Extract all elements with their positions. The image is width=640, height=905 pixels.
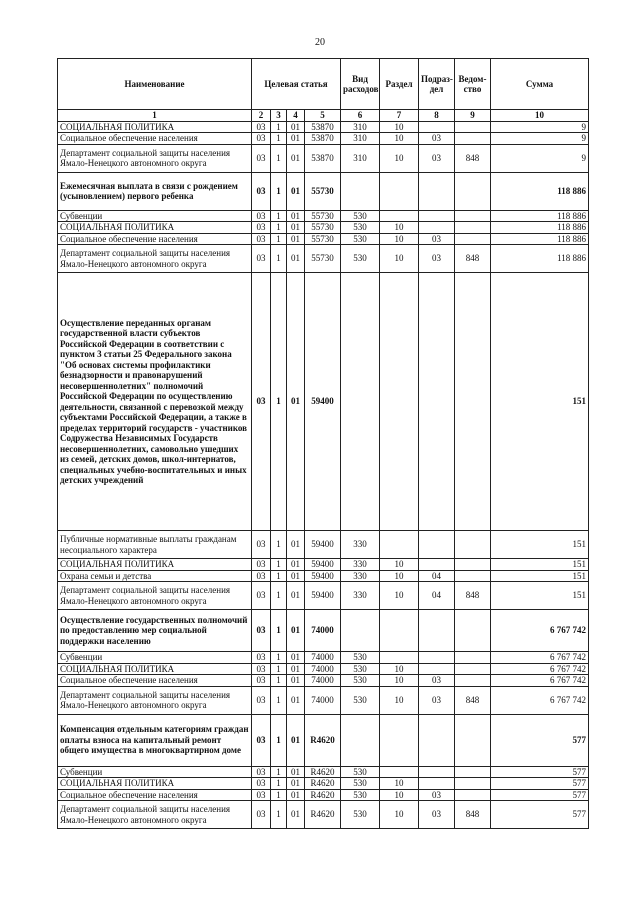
table-cell-vedomstvo xyxy=(455,610,491,652)
table-cell-code-main: 01 xyxy=(287,801,305,829)
table-cell-code-direction: 59400 xyxy=(305,273,341,531)
table-row xyxy=(58,714,589,766)
table-cell-vedomstvo: 848 xyxy=(455,144,491,172)
table-cell-podrazdel xyxy=(419,766,455,778)
table-cell-podrazdel xyxy=(419,778,455,790)
table-cell-podrazdel: 03 xyxy=(419,675,455,687)
header-vedomstvo: Ведом-ство xyxy=(455,59,491,110)
table-cell-code-main: 01 xyxy=(287,789,305,801)
table-cell-podrazdel: 03 xyxy=(419,789,455,801)
table-cell-summa: 9 xyxy=(491,144,589,172)
table-cell-code-main: 01 xyxy=(287,663,305,675)
table-cell-code-main: 01 xyxy=(287,245,305,273)
table-cell-podrazdel: 03 xyxy=(419,801,455,829)
table-cell-vedomstvo: 848 xyxy=(455,801,491,829)
page-number: 20 xyxy=(315,37,325,48)
table-cell-podrazdel xyxy=(419,531,455,559)
table-cell-name: Ежемесячная выплата в связи с рождением (усыновлением) первого ребенка xyxy=(58,172,252,210)
table-cell-code-direction: 59400 xyxy=(305,531,341,559)
table-cell-podrazdel: 04 xyxy=(419,570,455,582)
table-cell-vedomstvo xyxy=(455,172,491,210)
table-row xyxy=(58,582,589,610)
table-row xyxy=(58,133,589,145)
table-cell-summa: 118 886 xyxy=(491,222,589,234)
column-number: 7 xyxy=(380,110,419,122)
table-cell-code-direction: 55730 xyxy=(305,172,341,210)
table-cell-vedomstvo xyxy=(455,652,491,664)
table-cell-name: Департамент социальной защиты населения Ямало-Ненецкого автономного округа xyxy=(58,686,252,714)
table-cell-code-sub: 1 xyxy=(271,714,287,766)
budget-table xyxy=(57,58,589,829)
column-number: 6 xyxy=(341,110,380,122)
table-cell-podrazdel xyxy=(419,663,455,675)
table-cell-podrazdel: 03 xyxy=(419,144,455,172)
table-cell-code-program: 03 xyxy=(252,663,271,675)
table-cell-podrazdel xyxy=(419,610,455,652)
table-cell-razdel xyxy=(380,714,419,766)
table-cell-vedomstvo xyxy=(455,789,491,801)
table-cell-code-sub: 1 xyxy=(271,210,287,222)
table-cell-code-direction: R4620 xyxy=(305,778,341,790)
column-number: 8 xyxy=(419,110,455,122)
table-cell-code-direction: 59400 xyxy=(305,570,341,582)
table-row xyxy=(58,766,589,778)
table-cell-razdel: 10 xyxy=(380,675,419,687)
header-podrazdel: Подраз-дел xyxy=(419,59,455,110)
table-cell-razdel xyxy=(380,652,419,664)
table-cell-code-program: 03 xyxy=(252,801,271,829)
table-cell-summa: 577 xyxy=(491,766,589,778)
table-cell-code-program: 03 xyxy=(252,789,271,801)
table-row xyxy=(58,222,589,234)
table-cell-razdel: 10 xyxy=(380,582,419,610)
table-cell-podrazdel: 03 xyxy=(419,133,455,145)
table-cell-summa: 9 xyxy=(491,121,589,133)
table-cell-razdel xyxy=(380,172,419,210)
header-row xyxy=(58,59,589,110)
table-cell-vid: 330 xyxy=(341,570,380,582)
table-cell-summa: 6 767 742 xyxy=(491,663,589,675)
table-cell-vedomstvo xyxy=(455,210,491,222)
table-cell-vid: 530 xyxy=(341,233,380,245)
table-cell-vid: 310 xyxy=(341,133,380,145)
table-cell-vid: 310 xyxy=(341,144,380,172)
table-cell-summa: 118 886 xyxy=(491,245,589,273)
table-cell-code-direction: R4620 xyxy=(305,789,341,801)
table-cell-code-sub: 1 xyxy=(271,652,287,664)
table-cell-code-direction: 55730 xyxy=(305,245,341,273)
table-cell-code-sub: 1 xyxy=(271,222,287,234)
table-cell-vid: 330 xyxy=(341,559,380,571)
column-number: 10 xyxy=(491,110,589,122)
table-cell-code-program: 03 xyxy=(252,172,271,210)
table-cell-summa: 118 886 xyxy=(491,233,589,245)
table-row xyxy=(58,121,589,133)
table-cell-podrazdel: 03 xyxy=(419,245,455,273)
table-cell-name: СОЦИАЛЬНАЯ ПОЛИТИКА xyxy=(58,663,252,675)
table-row xyxy=(58,210,589,222)
table-cell-summa: 151 xyxy=(491,559,589,571)
table-cell-vedomstvo xyxy=(455,121,491,133)
table-cell-code-sub: 1 xyxy=(271,144,287,172)
table-cell-vedomstvo xyxy=(455,675,491,687)
table-cell-razdel: 10 xyxy=(380,245,419,273)
table-cell-code-sub: 1 xyxy=(271,663,287,675)
table-cell-vedomstvo xyxy=(455,222,491,234)
table-cell-vedomstvo xyxy=(455,559,491,571)
table-cell-vid: 530 xyxy=(341,778,380,790)
table-row xyxy=(58,172,589,210)
table-cell-name: Охрана семьи и детства xyxy=(58,570,252,582)
table-cell-vedomstvo xyxy=(455,766,491,778)
table-row xyxy=(58,144,589,172)
table-cell-code-direction: 53870 xyxy=(305,121,341,133)
table-row xyxy=(58,273,589,531)
table-cell-code-direction: R4620 xyxy=(305,766,341,778)
table-cell-vid: 530 xyxy=(341,686,380,714)
table-cell-code-main: 01 xyxy=(287,652,305,664)
table-cell-code-main: 01 xyxy=(287,133,305,145)
table-cell-code-sub: 1 xyxy=(271,133,287,145)
table-cell-name: Субвенции xyxy=(58,210,252,222)
table-cell-razdel: 10 xyxy=(380,233,419,245)
table-cell-podrazdel: 04 xyxy=(419,582,455,610)
table-cell-code-program: 03 xyxy=(252,273,271,531)
table-cell-vid: 530 xyxy=(341,675,380,687)
table-cell-code-sub: 1 xyxy=(271,801,287,829)
table-cell-code-program: 03 xyxy=(252,245,271,273)
table-cell-code-main: 01 xyxy=(287,210,305,222)
table-cell-summa: 577 xyxy=(491,789,589,801)
table-cell-vid: 530 xyxy=(341,663,380,675)
column-number: 4 xyxy=(287,110,305,122)
table-cell-razdel: 10 xyxy=(380,570,419,582)
table-cell-code-sub: 1 xyxy=(271,582,287,610)
table-cell-summa: 577 xyxy=(491,801,589,829)
table-cell-vedomstvo xyxy=(455,233,491,245)
table-cell-summa: 118 886 xyxy=(491,172,589,210)
table-cell-code-program: 03 xyxy=(252,778,271,790)
table-cell-summa: 6 767 742 xyxy=(491,610,589,652)
table-cell-vedomstvo xyxy=(455,714,491,766)
table-cell-razdel: 10 xyxy=(380,559,419,571)
column-number: 2 xyxy=(252,110,271,122)
table-cell-code-direction: 55730 xyxy=(305,222,341,234)
table-row xyxy=(58,778,589,790)
table-cell-vedomstvo xyxy=(455,570,491,582)
table-cell-vedomstvo xyxy=(455,133,491,145)
table-cell-vedomstvo: 848 xyxy=(455,245,491,273)
table-cell-summa: 6 767 742 xyxy=(491,675,589,687)
column-number: 9 xyxy=(455,110,491,122)
table-cell-code-sub: 1 xyxy=(271,766,287,778)
table-cell-podrazdel: 03 xyxy=(419,233,455,245)
table-cell-name: Субвенции xyxy=(58,652,252,664)
table-row xyxy=(58,531,589,559)
table-cell-razdel xyxy=(380,610,419,652)
table-cell-code-program: 03 xyxy=(252,233,271,245)
table-cell-code-direction: 74000 xyxy=(305,686,341,714)
table-cell-vid xyxy=(341,273,380,531)
table-cell-podrazdel xyxy=(419,172,455,210)
table-row xyxy=(58,570,589,582)
header-summa: Сумма xyxy=(491,59,589,110)
table-cell-vedomstvo xyxy=(455,778,491,790)
table-cell-code-main: 01 xyxy=(287,172,305,210)
table-cell-name: Социальное обеспечение населения xyxy=(58,233,252,245)
table-cell-razdel: 10 xyxy=(380,789,419,801)
table-cell-summa: 6 767 742 xyxy=(491,686,589,714)
table-cell-code-sub: 1 xyxy=(271,172,287,210)
table-cell-razdel: 10 xyxy=(380,222,419,234)
table-cell-summa: 151 xyxy=(491,273,589,531)
table-cell-razdel: 10 xyxy=(380,778,419,790)
table-cell-code-direction: R4620 xyxy=(305,714,341,766)
table-row xyxy=(58,686,589,714)
table-cell-code-program: 03 xyxy=(252,121,271,133)
table-cell-code-main: 01 xyxy=(287,610,305,652)
table-cell-name: Осуществление государственных полномочий по предоставлению мер социальной поддержки населению xyxy=(58,610,252,652)
table-cell-razdel: 10 xyxy=(380,663,419,675)
table-cell-name: Публичные нормативные выплаты гражданам несоциального характера xyxy=(58,531,252,559)
column-number-row xyxy=(58,110,589,122)
table-cell-podrazdel xyxy=(419,652,455,664)
table-cell-name: Компенсация отдельным категориям граждан оплаты взноса на капитальный ремонт общего имущества в многоквартирном доме xyxy=(58,714,252,766)
table-row xyxy=(58,675,589,687)
table-cell-code-direction: 74000 xyxy=(305,610,341,652)
table-cell-summa: 118 886 xyxy=(491,210,589,222)
header-name: Наименование xyxy=(58,59,252,110)
table-cell-code-main: 01 xyxy=(287,582,305,610)
table-cell-code-sub: 1 xyxy=(271,559,287,571)
table-cell-name: Департамент социальной защиты населения Ямало-Ненецкого автономного округа xyxy=(58,801,252,829)
table-row xyxy=(58,789,589,801)
table-cell-summa: 151 xyxy=(491,531,589,559)
table-cell-code-sub: 1 xyxy=(271,233,287,245)
table-cell-code-sub: 1 xyxy=(271,675,287,687)
table-row xyxy=(58,245,589,273)
table-cell-code-program: 03 xyxy=(252,766,271,778)
table-cell-code-program: 03 xyxy=(252,210,271,222)
table-cell-code-main: 01 xyxy=(287,559,305,571)
table-cell-code-direction: 53870 xyxy=(305,144,341,172)
table-cell-code-program: 03 xyxy=(252,531,271,559)
table-cell-code-direction: 74000 xyxy=(305,652,341,664)
table-cell-code-program: 03 xyxy=(252,582,271,610)
table-cell-code-direction: 59400 xyxy=(305,582,341,610)
table-cell-code-sub: 1 xyxy=(271,686,287,714)
column-number: 1 xyxy=(58,110,252,122)
table-cell-code-direction: 53870 xyxy=(305,133,341,145)
table-cell-code-program: 03 xyxy=(252,144,271,172)
table-cell-vedomstvo xyxy=(455,273,491,531)
table-cell-code-program: 03 xyxy=(252,133,271,145)
table-cell-podrazdel: 03 xyxy=(419,686,455,714)
table-cell-podrazdel xyxy=(419,273,455,531)
header-target: Целевая статья xyxy=(252,59,341,110)
table-cell-podrazdel xyxy=(419,210,455,222)
table-cell-code-sub: 1 xyxy=(271,789,287,801)
table-cell-code-main: 01 xyxy=(287,686,305,714)
table-cell-code-sub: 1 xyxy=(271,273,287,531)
table-cell-vid: 530 xyxy=(341,789,380,801)
table-cell-vid xyxy=(341,610,380,652)
table-row xyxy=(58,610,589,652)
table-cell-vid: 530 xyxy=(341,245,380,273)
table-cell-vid: 530 xyxy=(341,801,380,829)
table-cell-razdel: 10 xyxy=(380,121,419,133)
table-cell-vid: 530 xyxy=(341,766,380,778)
table-cell-vid xyxy=(341,172,380,210)
table-cell-name: Социальное обеспечение населения xyxy=(58,133,252,145)
table-cell-code-direction: 74000 xyxy=(305,663,341,675)
table-cell-razdel xyxy=(380,273,419,531)
table-cell-code-main: 01 xyxy=(287,531,305,559)
table-cell-name: Социальное обеспечение населения xyxy=(58,675,252,687)
table-cell-code-direction: 74000 xyxy=(305,675,341,687)
table-cell-code-sub: 1 xyxy=(271,245,287,273)
table-cell-code-direction: R4620 xyxy=(305,801,341,829)
table-cell-summa: 577 xyxy=(491,778,589,790)
table-cell-code-program: 03 xyxy=(252,559,271,571)
table-cell-vedomstvo: 848 xyxy=(455,582,491,610)
table-cell-podrazdel xyxy=(419,714,455,766)
table-cell-code-main: 01 xyxy=(287,714,305,766)
table-cell-razdel xyxy=(380,210,419,222)
table-cell-code-main: 01 xyxy=(287,273,305,531)
table-cell-code-program: 03 xyxy=(252,222,271,234)
table-cell-code-program: 03 xyxy=(252,675,271,687)
table-cell-code-program: 03 xyxy=(252,714,271,766)
table-cell-vid: 330 xyxy=(341,531,380,559)
table-cell-vedomstvo xyxy=(455,663,491,675)
table-cell-vid: 310 xyxy=(341,121,380,133)
table-cell-code-sub: 1 xyxy=(271,531,287,559)
table-cell-podrazdel xyxy=(419,121,455,133)
table-cell-code-main: 01 xyxy=(287,144,305,172)
table-cell-name: Департамент социальной защиты населения Ямало-Ненецкого автономного округа xyxy=(58,245,252,273)
table-cell-name: Субвенции xyxy=(58,766,252,778)
table-cell-razdel: 10 xyxy=(380,144,419,172)
column-number: 5 xyxy=(305,110,341,122)
table-cell-code-sub: 1 xyxy=(271,610,287,652)
table-cell-code-main: 01 xyxy=(287,778,305,790)
table-cell-code-program: 03 xyxy=(252,610,271,652)
table-cell-code-main: 01 xyxy=(287,675,305,687)
table-cell-summa: 9 xyxy=(491,133,589,145)
table-cell-summa: 577 xyxy=(491,714,589,766)
table-cell-name: Департамент социальной защиты населения Ямало-Ненецкого автономного округа xyxy=(58,582,252,610)
table-cell-summa: 151 xyxy=(491,582,589,610)
table-cell-summa: 151 xyxy=(491,570,589,582)
table-cell-name: СОЦИАЛЬНАЯ ПОЛИТИКА xyxy=(58,778,252,790)
table-cell-code-main: 01 xyxy=(287,121,305,133)
table-body xyxy=(58,121,589,829)
table-cell-razdel: 10 xyxy=(380,801,419,829)
header-razdel: Раздел xyxy=(380,59,419,110)
table-row xyxy=(58,652,589,664)
table-cell-code-main: 01 xyxy=(287,222,305,234)
table-cell-podrazdel xyxy=(419,559,455,571)
table-cell-vid: 530 xyxy=(341,210,380,222)
table-cell-code-main: 01 xyxy=(287,766,305,778)
table-cell-razdel xyxy=(380,766,419,778)
table-row xyxy=(58,801,589,829)
table-cell-vid xyxy=(341,714,380,766)
table-cell-name: СОЦИАЛЬНАЯ ПОЛИТИКА xyxy=(58,559,252,571)
table-cell-code-direction: 55730 xyxy=(305,210,341,222)
header-vid: Вид расходов xyxy=(341,59,380,110)
table-cell-code-sub: 1 xyxy=(271,121,287,133)
table-cell-razdel: 10 xyxy=(380,686,419,714)
table-cell-code-direction: 55730 xyxy=(305,233,341,245)
table-cell-name: СОЦИАЛЬНАЯ ПОЛИТИКА xyxy=(58,222,252,234)
table-cell-summa: 6 767 742 xyxy=(491,652,589,664)
table-row xyxy=(58,559,589,571)
table-row xyxy=(58,233,589,245)
table-cell-vedomstvo xyxy=(455,531,491,559)
table-cell-podrazdel xyxy=(419,222,455,234)
table-cell-code-program: 03 xyxy=(252,686,271,714)
table-cell-code-program: 03 xyxy=(252,652,271,664)
table-row xyxy=(58,663,589,675)
table-cell-name: СОЦИАЛЬНАЯ ПОЛИТИКА xyxy=(58,121,252,133)
table-cell-code-program: 03 xyxy=(252,570,271,582)
table-cell-vid: 330 xyxy=(341,582,380,610)
table-cell-name: Осуществление переданных органам государственной власти субъектов Российской Федерации в соответствии с пунктом 3 статьи 25 Федерального закона "Об основах системы профилактики безнадзорности и правонарушений несовершеннолетних" полномочий Российской Федерации по осуществлению деятельности, связанной с перевозкой между субъектами Российской Федерации, а также в пределах территорий государств - участников Содружества Независимых Государств несовершеннолетних, самовольно ушедших из семей, детских домов, школ-интернатов, специальных учебно-воспитательных и иных детских учреждений xyxy=(58,273,252,531)
table-cell-name: Департамент социальной защиты населения Ямало-Ненецкого автономного округа xyxy=(58,144,252,172)
table-cell-code-main: 01 xyxy=(287,233,305,245)
table-cell-code-main: 01 xyxy=(287,570,305,582)
table-cell-vid: 530 xyxy=(341,222,380,234)
table-cell-vid: 530 xyxy=(341,652,380,664)
table-cell-code-sub: 1 xyxy=(271,778,287,790)
table-cell-code-direction: 59400 xyxy=(305,559,341,571)
table-cell-vedomstvo: 848 xyxy=(455,686,491,714)
column-number: 3 xyxy=(271,110,287,122)
table-cell-razdel: 10 xyxy=(380,133,419,145)
table-cell-name: Социальное обеспечение населения xyxy=(58,789,252,801)
table-cell-razdel xyxy=(380,531,419,559)
table-cell-code-sub: 1 xyxy=(271,570,287,582)
